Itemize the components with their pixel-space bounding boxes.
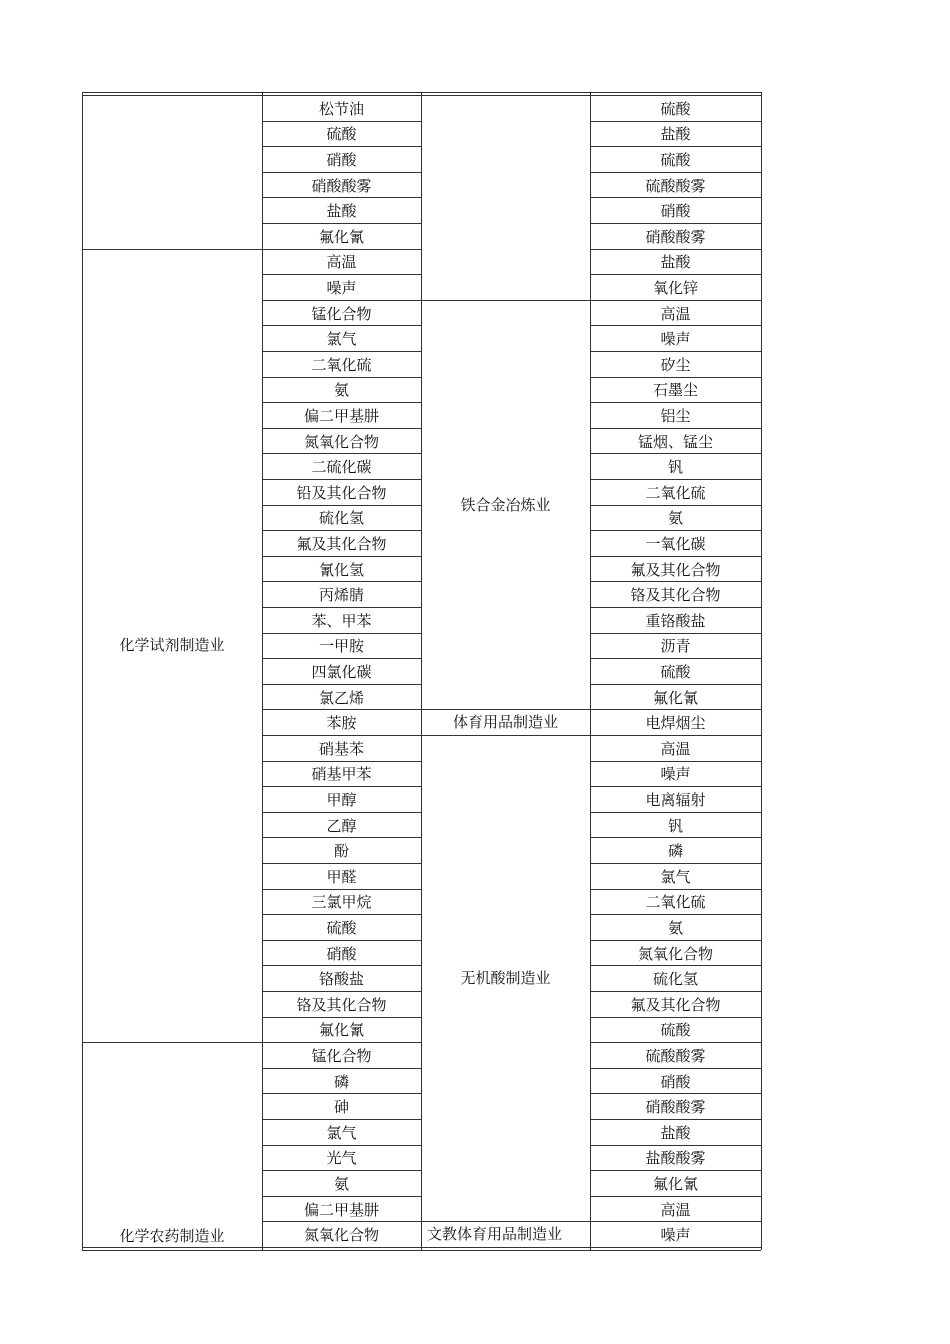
hazard-cell: 硝酸 <box>660 1072 691 1091</box>
hazard-cell: 电焊烟尘 <box>645 714 706 733</box>
hazard-cell: 氯气 <box>326 1123 357 1142</box>
hazard-cell: 硝酸酸雾 <box>645 1098 706 1117</box>
row-divider <box>590 991 761 992</box>
hazard-cell: 磷 <box>333 1072 349 1091</box>
row-divider <box>590 889 761 890</box>
hazard-cell: 酚 <box>333 842 349 861</box>
row-divider <box>262 121 421 122</box>
hazard-cell: 氟化氰 <box>318 1021 364 1040</box>
row-divider <box>262 1221 421 1222</box>
hazard-cell: 氧化锌 <box>652 278 698 297</box>
hazard-cell: 盐酸酸雾 <box>645 1149 706 1168</box>
hazard-cell: 噪声 <box>660 330 691 349</box>
hazard-cell: 光气 <box>326 1149 357 1168</box>
row-divider <box>262 914 421 915</box>
row-divider <box>262 1068 421 1069</box>
hazard-cell: 硫酸 <box>326 918 357 937</box>
row-divider <box>590 479 761 480</box>
hazard-cell: 甲醇 <box>326 790 357 809</box>
hazard-cell: 乙醇 <box>326 816 357 835</box>
hazard-cell: 硝酸 <box>326 150 357 169</box>
hazard-cell: 氨 <box>333 381 349 400</box>
row-divider <box>590 402 761 403</box>
row-divider <box>590 1119 761 1120</box>
hazard-cell: 松节油 <box>318 99 364 118</box>
hazard-cell: 沥青 <box>660 637 691 656</box>
hazard-cell: 氨 <box>667 918 683 937</box>
hazard-cell: 二氧化硫 <box>645 893 706 912</box>
row-divider <box>590 735 761 736</box>
row-divider <box>262 991 421 992</box>
row-divider <box>590 684 761 685</box>
row-divider <box>262 1145 421 1146</box>
hazard-cell: 矽尘 <box>660 355 691 374</box>
hazard-cell: 锰化合物 <box>311 1046 372 1065</box>
row-divider <box>590 453 761 454</box>
row-divider <box>590 1017 761 1018</box>
hazard-cell: 二硫化碳 <box>311 458 372 477</box>
row-divider <box>590 658 761 659</box>
hazard-cell: 硫酸酸雾 <box>645 176 706 195</box>
row-divider <box>590 530 761 531</box>
hazard-cell: 硫酸 <box>660 662 691 681</box>
row-divider <box>590 351 761 352</box>
hazard-cell: 二氧化硫 <box>311 355 372 374</box>
hazard-cell: 硝酸 <box>326 944 357 963</box>
row-divider <box>262 607 421 608</box>
row-divider <box>590 325 761 326</box>
row-divider <box>590 837 761 838</box>
hazard-cell: 高温 <box>660 739 691 758</box>
row-divider <box>262 428 421 429</box>
row-divider <box>590 863 761 864</box>
row-divider <box>262 1119 421 1120</box>
row-divider <box>590 274 761 275</box>
row-divider <box>262 249 421 250</box>
row-divider <box>590 940 761 941</box>
hazard-cell: 硝基苯 <box>318 739 364 758</box>
row-divider <box>262 837 421 838</box>
row-divider <box>262 146 421 147</box>
row-divider <box>590 1170 761 1171</box>
hazard-cell: 盐酸 <box>660 125 691 144</box>
hazard-cell: 电离辐射 <box>645 790 706 809</box>
row-divider <box>262 325 421 326</box>
row-divider <box>262 1170 421 1171</box>
hazard-cell: 偏二甲基肼 <box>303 406 379 425</box>
hazard-cell: 氟化氰 <box>652 688 698 707</box>
hazard-cell: 铬及其化合物 <box>630 586 721 605</box>
row-divider <box>590 428 761 429</box>
row-divider <box>262 377 421 378</box>
row-divider <box>262 658 421 659</box>
row-divider <box>590 197 761 198</box>
row-divider <box>262 1196 421 1197</box>
hazard-cell: 氯气 <box>660 867 691 886</box>
row-divider <box>262 300 421 301</box>
hazard-cell: 氮氧化合物 <box>637 944 713 963</box>
row-divider <box>590 965 761 966</box>
hazard-cell: 氨 <box>667 509 683 528</box>
row-divider <box>262 761 421 762</box>
hazard-cell: 氟化氰 <box>652 1174 698 1193</box>
row-divider <box>262 581 421 582</box>
row-divider <box>590 172 761 173</box>
hazard-cell: 高温 <box>660 304 691 323</box>
hazard-cell: 砷 <box>333 1098 349 1117</box>
row-divider <box>262 223 421 224</box>
row-divider <box>590 914 761 915</box>
row-divider <box>262 940 421 941</box>
row-divider <box>262 633 421 634</box>
hazard-cell: 一甲胺 <box>318 637 364 656</box>
hazard-cell: 氯气 <box>326 330 357 349</box>
hazard-cell: 氮氧化合物 <box>303 432 379 451</box>
row-divider <box>590 1221 761 1222</box>
row-divider <box>590 300 761 301</box>
row-divider <box>262 965 421 966</box>
hazard-cell: 磷 <box>667 842 683 861</box>
hazard-cell: 硝酸 <box>660 202 691 221</box>
hazard-cell: 噪声 <box>326 278 357 297</box>
row-divider <box>590 556 761 557</box>
hazard-cell: 铝尘 <box>660 406 691 425</box>
hazard-cell: 石墨尘 <box>652 381 698 400</box>
hazard-cell: 一氧化碳 <box>645 534 706 553</box>
hazard-cell: 甲醛 <box>326 867 357 886</box>
row-divider <box>262 889 421 890</box>
row-divider <box>590 1196 761 1197</box>
industry-cell: 化学农药制造业 <box>119 1227 225 1245</box>
row-divider <box>590 377 761 378</box>
hazard-cell: 氰化氢 <box>318 560 364 579</box>
row-divider <box>262 505 421 506</box>
row-divider <box>590 505 761 506</box>
hazard-cell: 四氯化碳 <box>311 662 372 681</box>
hazard-cell: 氟及其化合物 <box>296 534 387 553</box>
hazard-cell: 苯胺 <box>326 714 357 733</box>
hazard-cell: 氟及其化合物 <box>630 995 721 1014</box>
hazard-cell: 硫酸 <box>326 125 357 144</box>
industry-cell: 体育用品制造业 <box>452 713 558 732</box>
hazard-cell: 铬酸盐 <box>318 970 364 989</box>
column-line-4 <box>761 92 762 1250</box>
industry-cell: 铁合金冶炼业 <box>460 495 551 514</box>
hazard-cell: 盐酸 <box>660 253 691 272</box>
row-divider <box>590 1068 761 1069</box>
col1-divider <box>82 1042 262 1043</box>
row-divider <box>262 530 421 531</box>
row-divider <box>590 581 761 582</box>
row-divider <box>262 735 421 736</box>
row-divider <box>262 351 421 352</box>
hazard-cell: 盐酸 <box>660 1123 691 1142</box>
industry-cell: 文教体育用品制造业 <box>427 1225 563 1244</box>
hazard-cell: 高温 <box>326 253 357 272</box>
row-divider <box>262 274 421 275</box>
row-divider <box>590 121 761 122</box>
hazard-cell: 硝基甲苯 <box>311 765 372 784</box>
hazard-cell: 高温 <box>660 1200 691 1219</box>
hazard-cell: 锰烟、锰尘 <box>637 432 713 451</box>
row-divider <box>262 812 421 813</box>
row-divider <box>262 172 421 173</box>
row-divider <box>590 607 761 608</box>
row-divider <box>262 1017 421 1018</box>
hazard-cell: 硫酸 <box>660 1021 691 1040</box>
hazard-cell: 噪声 <box>660 1226 691 1245</box>
industry-cell: 无机酸制造业 <box>460 969 551 988</box>
row-divider <box>590 786 761 787</box>
hazard-cell: 铅及其化合物 <box>296 483 387 502</box>
row-divider <box>262 479 421 480</box>
row-divider <box>590 761 761 762</box>
row-divider <box>262 709 421 710</box>
hazard-cell: 硝酸酸雾 <box>311 176 372 195</box>
row-divider <box>590 1042 761 1043</box>
hazard-cell: 钒 <box>667 458 683 477</box>
hazard-cell: 苯、甲苯 <box>311 611 372 630</box>
hazard-cell: 偏二甲基肼 <box>303 1200 379 1219</box>
hazard-cell: 硫酸酸雾 <box>645 1046 706 1065</box>
hazard-cell: 硝酸酸雾 <box>645 227 706 246</box>
hazard-cell: 氟及其化合物 <box>630 560 721 579</box>
row-divider <box>262 453 421 454</box>
hazard-cell: 硫化氢 <box>652 970 698 989</box>
table-border-bottom-outer <box>82 1250 761 1251</box>
row-divider <box>590 709 761 710</box>
row-divider <box>590 812 761 813</box>
hazard-cell: 盐酸 <box>326 202 357 221</box>
hazard-cell: 铬及其化合物 <box>296 995 387 1014</box>
row-divider <box>590 1145 761 1146</box>
row-divider <box>262 786 421 787</box>
row-divider <box>262 402 421 403</box>
hazard-cell: 硫酸 <box>660 99 691 118</box>
row-divider <box>262 556 421 557</box>
hazard-cell: 丙烯腈 <box>318 586 364 605</box>
hazard-cell: 钒 <box>667 816 683 835</box>
hazard-cell: 重铬酸盐 <box>645 611 706 630</box>
hazard-cell: 氯乙烯 <box>318 688 364 707</box>
hazard-cell: 三氯甲烷 <box>311 893 372 912</box>
row-divider <box>590 223 761 224</box>
row-divider <box>262 1042 421 1043</box>
row-divider <box>262 1093 421 1094</box>
hazard-cell: 噪声 <box>660 765 691 784</box>
row-divider <box>262 684 421 685</box>
row-divider <box>262 197 421 198</box>
hazard-cell: 二氧化硫 <box>645 483 706 502</box>
hazard-cell: 硫酸 <box>660 150 691 169</box>
row-divider <box>262 863 421 864</box>
hazard-cell: 硫化氢 <box>318 509 364 528</box>
industry-cell: 化学试剂制造业 <box>119 636 225 655</box>
row-divider <box>590 146 761 147</box>
hazard-cell: 氨 <box>333 1174 349 1193</box>
row-divider <box>590 1093 761 1094</box>
hazard-cell: 氮氧化合物 <box>303 1226 379 1245</box>
row-divider <box>590 249 761 250</box>
hazard-cell: 锰化合物 <box>311 304 372 323</box>
hazard-cell: 氟化氰 <box>318 227 364 246</box>
row-divider <box>590 633 761 634</box>
